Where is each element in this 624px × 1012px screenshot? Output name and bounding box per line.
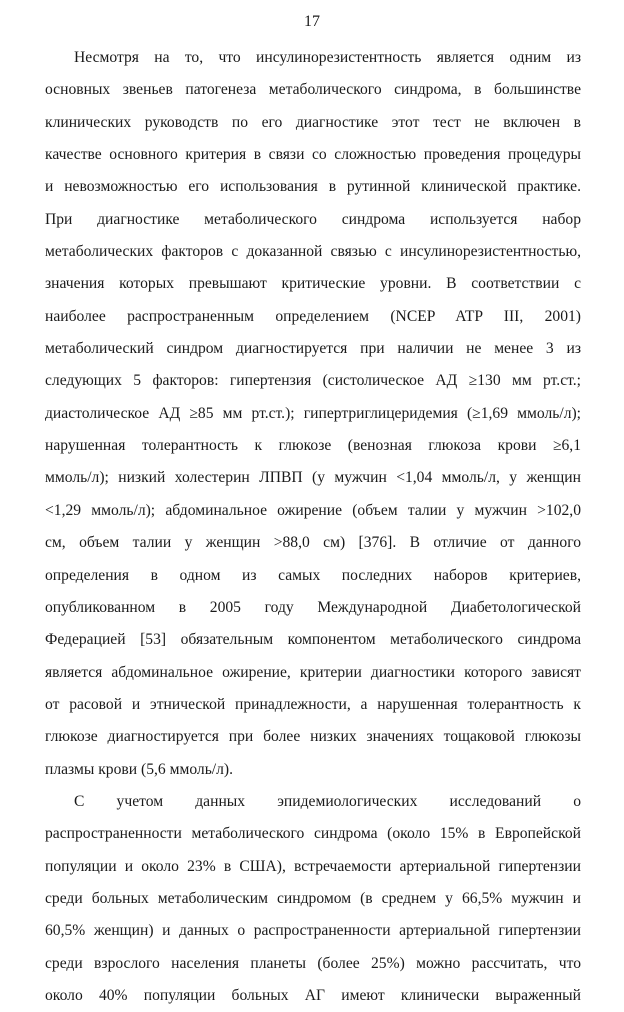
text-line: плазмы крови (5,6 ммоль/л). — [45, 760, 234, 778]
text-line: основных звеньев патогенеза метаболического синдрома, в большинстве — [45, 81, 581, 99]
text-line: глюкозе диагностируется при более низких значениях тощаковой глюкозы — [45, 728, 581, 746]
text-line: диастолическое АД ≥85 мм рт.ст.); гипертриглицеридемия (≥1,69 ммоль/л); — [45, 404, 581, 422]
text-line: и невозможностью его использования в рутинной клинической практике. — [45, 178, 581, 196]
text-line: от расовой и этнической принадлежности, а нарушенная толерантность к — [45, 695, 581, 713]
text-line: см, объем талии у женщин >88,0 см) [376]. В отличие от данного — [45, 534, 581, 552]
text-line: определения в одном из самых последних наборов критериев, — [45, 566, 581, 584]
text-line: качестве основного критерия в связи со сложностью проведения процедуры — [45, 146, 581, 164]
text-line: распространенности метаболического синдрома (около 15% в Европейской — [45, 825, 581, 843]
text-line: нарушенная толерантность к глюкозе (венозная глюкоза крови ≥6,1 — [45, 437, 581, 455]
text-line: опубликованном в 2005 году Международной Диабетологической — [45, 598, 581, 616]
text-line: Несмотря на то, что инсулинорезистентность является одним из — [74, 49, 581, 66]
text-line: Федерацией [53] обязательным компонентом метаболического синдрома — [45, 631, 581, 649]
text-line: наиболее распространенным определением (NCEP ATP III, 2001) — [45, 307, 581, 325]
text-line: популяции и около 23% в США), встречаемости артериальной гипертензии — [45, 857, 581, 875]
text-line: С учетом данных эпидемиологических исследований о — [74, 792, 581, 810]
text-line: ммоль/л); низкий холестерин ЛПВП (у мужчин <1,04 ммоль/л, у женщин — [45, 469, 581, 487]
body-text — [45, 42, 581, 1012]
text-line: При диагностике метаболического синдрома используется набор — [45, 210, 581, 228]
text-line: следующих 5 факторов: гипертензия (систолическое АД ≥130 мм рт.ст.; — [45, 372, 581, 390]
text-line: среди взрослого населения планеты (более 25%) можно рассчитать, что — [45, 954, 581, 972]
page-number: 17 — [304, 13, 320, 30]
text-line: среди больных метаболическим синдромом (в среднем у 66,5% мужчин и — [45, 889, 581, 907]
text-line: <1,29 ммоль/л); абдоминальное ожирение (объем талии у мужчин >102,0 — [45, 501, 581, 519]
text-line: клинических руководств по его диагностике этот тест не включен в — [45, 113, 581, 131]
text-line: значения которых превышают критические уровни. В соответствии с — [45, 275, 581, 293]
text-line: метаболический синдром диагностируется при наличии не менее 3 из — [45, 340, 581, 358]
text-line: является абдоминальное ожирение, критерии диагностики которого зависят — [45, 663, 581, 681]
text-line: метаболических факторов с доказанной связью с инсулинорезистентностью, — [45, 243, 581, 261]
text-line: около 40% популяции больных АГ имеют клинически выраженный — [45, 986, 581, 1004]
text-line: 60,5% женщин) и данных о распространенности артериальной гипертензии — [45, 922, 581, 940]
